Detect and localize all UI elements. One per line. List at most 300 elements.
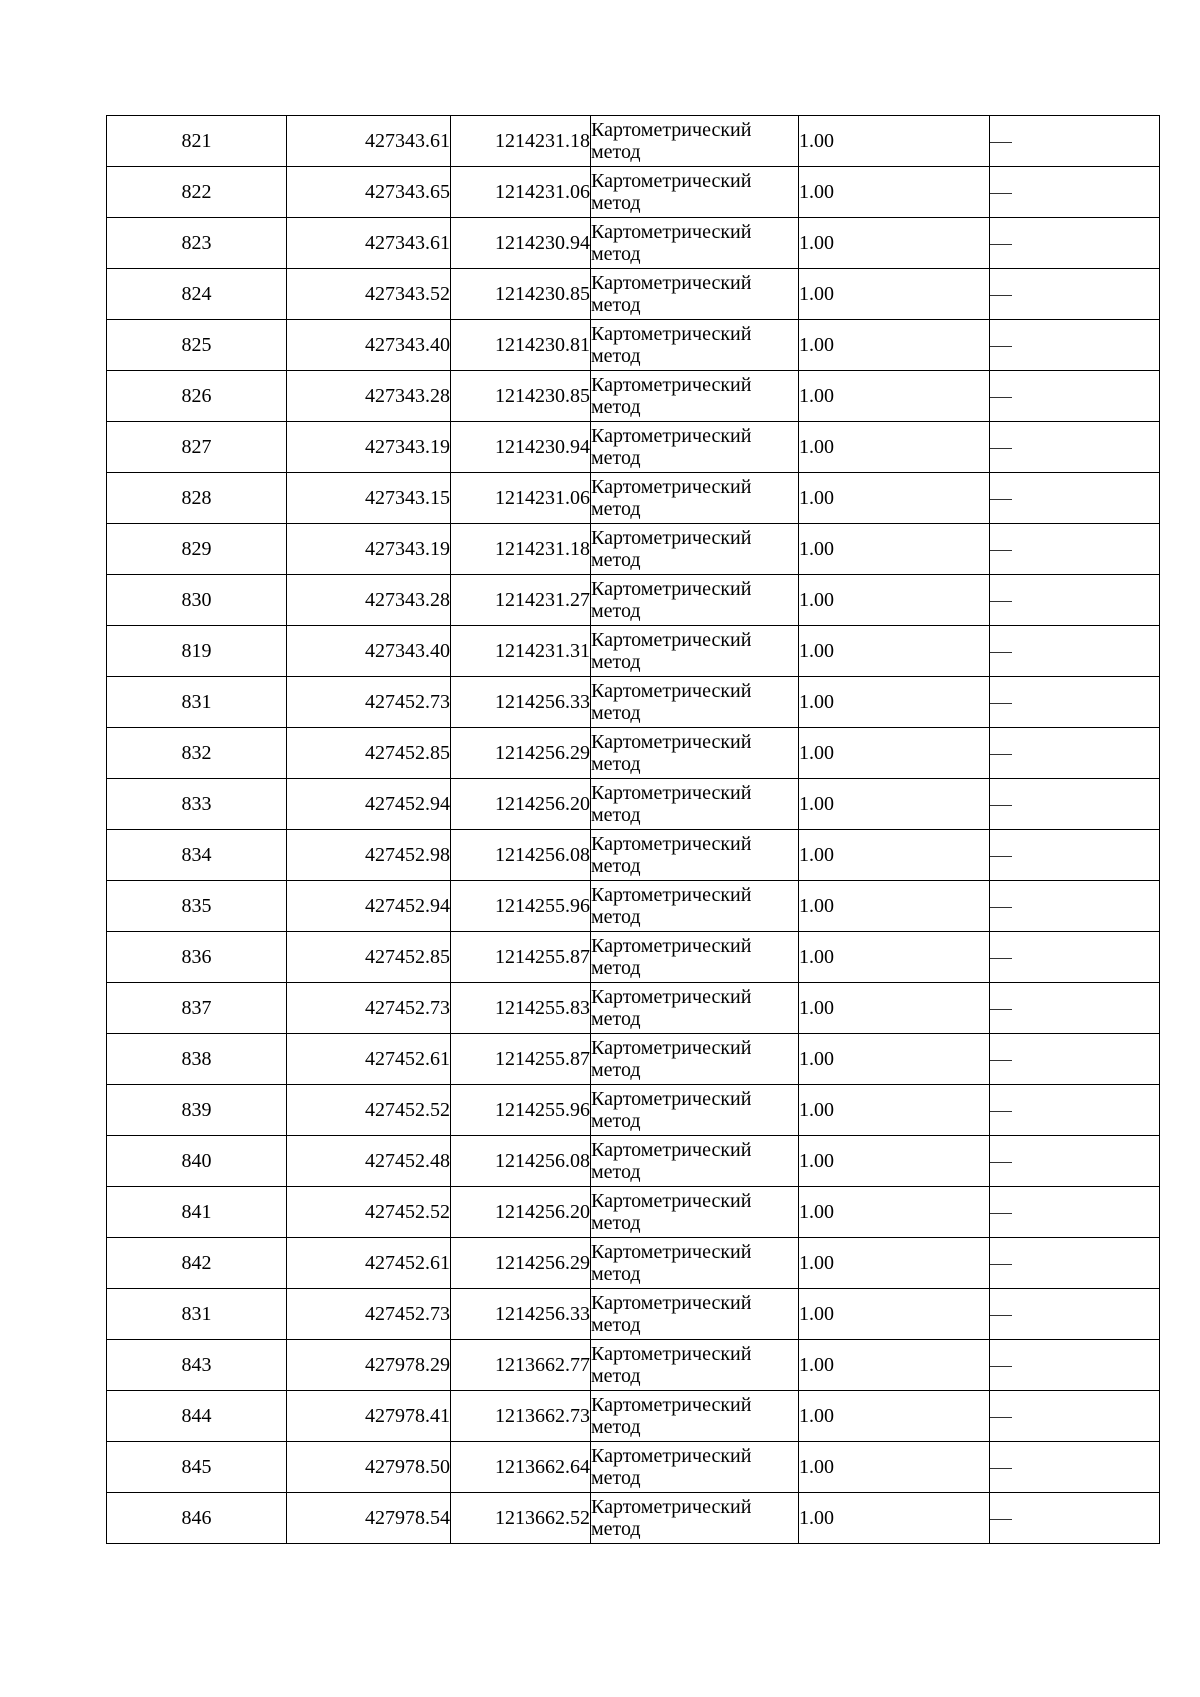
dash-mark [990,754,1012,755]
method-cell [591,1085,799,1136]
accuracy-value: 1.00 [799,1456,834,1478]
y-coordinate-cell [451,626,591,677]
x-coordinate: 427452.48 [365,1150,450,1172]
method-text: Картометрический метод [591,1445,752,1489]
description-value [1012,1201,1013,1202]
x-coordinate: 427343.19 [365,436,450,458]
x-coordinate-cell [287,1187,451,1238]
accuracy-cell [799,1238,990,1289]
accuracy-cell [799,575,990,626]
point-number: 835 [181,895,212,917]
point-number-cell [107,1136,287,1187]
y-coordinate-cell [451,473,591,524]
y-coordinate-cell [451,320,591,371]
description-value [1012,283,1013,284]
method-cell [591,983,799,1034]
table-row [107,575,1160,626]
point-number-cell [107,218,287,269]
point-number-cell [107,1289,287,1340]
x-coordinate-cell [287,1034,451,1085]
x-coordinate: 427978.29 [365,1354,450,1376]
x-coordinate: 427343.52 [365,283,450,305]
accuracy-value: 1.00 [799,1048,834,1070]
method-text: Картометрический метод [591,1496,752,1540]
description-value [1012,1303,1013,1304]
y-coordinate-cell [451,1391,591,1442]
method-text: Картометрический метод [591,323,752,367]
description-cell [990,473,1160,524]
point-number: 832 [181,742,212,764]
y-coordinate-cell [451,983,591,1034]
table-row [107,626,1160,677]
table-row [107,881,1160,932]
y-coordinate: 1214255.87 [495,946,590,968]
point-number: 821 [181,130,212,152]
accuracy-value: 1.00 [799,385,834,407]
method-cell [591,473,799,524]
accuracy-cell [799,473,990,524]
description-cell [990,1136,1160,1187]
x-coordinate: 427452.73 [365,997,450,1019]
y-coordinate-cell [451,1340,591,1391]
description-value [1012,793,1013,794]
x-coordinate-cell [287,575,451,626]
x-coordinate-cell [287,1289,451,1340]
method-text: Картометрический метод [591,935,752,979]
x-coordinate: 427978.41 [365,1405,450,1427]
point-number: 839 [181,1099,212,1121]
accuracy-value: 1.00 [799,1405,834,1427]
method-text: Картометрический метод [591,272,752,316]
dash-mark [990,1366,1012,1367]
accuracy-cell [799,269,990,320]
description-cell [990,422,1160,473]
description-value [1012,1507,1013,1508]
table-row [107,1085,1160,1136]
y-coordinate-cell [451,728,591,779]
dash-mark [990,550,1012,551]
y-coordinate-cell [451,422,591,473]
accuracy-cell [799,626,990,677]
method-cell [591,1289,799,1340]
accuracy-value: 1.00 [799,1099,834,1121]
table-row [107,167,1160,218]
description-cell [990,116,1160,167]
x-coordinate: 427343.65 [365,181,450,203]
y-coordinate-cell [451,830,591,881]
y-coordinate: 1214255.96 [495,895,590,917]
y-coordinate: 1214231.06 [495,487,590,509]
x-coordinate: 427343.61 [365,130,450,152]
method-text: Картометрический метод [591,374,752,418]
point-number: 846 [181,1507,212,1529]
point-number-cell [107,167,287,218]
y-coordinate: 1214256.29 [495,1252,590,1274]
description-cell [990,1034,1160,1085]
dash-mark [990,1111,1012,1112]
point-number: 842 [181,1252,212,1274]
x-coordinate-cell [287,728,451,779]
accuracy-value: 1.00 [799,946,834,968]
method-cell [591,524,799,575]
description-value [1012,742,1013,743]
accuracy-cell [799,677,990,728]
x-coordinate-cell [287,218,451,269]
dash-mark [990,244,1012,245]
x-coordinate-cell [287,269,451,320]
point-number: 840 [181,1150,212,1172]
method-cell [591,830,799,881]
description-cell [990,983,1160,1034]
point-number-cell [107,932,287,983]
point-number: 822 [181,181,212,203]
description-cell [990,1493,1160,1544]
coordinates-table-body [107,116,1160,1544]
description-cell [990,1238,1160,1289]
y-coordinate-cell [451,677,591,728]
accuracy-value: 1.00 [799,487,834,509]
y-coordinate: 1213662.77 [495,1354,590,1376]
method-text: Картометрический метод [591,1037,752,1081]
description-value [1012,334,1013,335]
dash-mark [990,1468,1012,1469]
x-coordinate-cell [287,626,451,677]
description-value [1012,997,1013,998]
y-coordinate: 1214231.06 [495,181,590,203]
x-coordinate: 427452.94 [365,793,450,815]
y-coordinate: 1214256.33 [495,1303,590,1325]
dash-mark [990,652,1012,653]
y-coordinate-cell [451,881,591,932]
table-row [107,422,1160,473]
accuracy-cell [799,524,990,575]
dash-mark [990,703,1012,704]
table-row [107,1238,1160,1289]
method-text: Картометрический метод [591,884,752,928]
accuracy-value: 1.00 [799,334,834,356]
dash-mark [990,805,1012,806]
y-coordinate-cell [451,575,591,626]
method-cell [591,1136,799,1187]
dash-mark [990,193,1012,194]
table-row [107,320,1160,371]
accuracy-cell [799,1136,990,1187]
method-text: Картометрический метод [591,731,752,775]
point-number-cell [107,881,287,932]
y-coordinate-cell [451,1034,591,1085]
x-coordinate: 427978.54 [365,1507,450,1529]
method-cell [591,371,799,422]
description-cell [990,524,1160,575]
point-number-cell [107,1085,287,1136]
point-number: 843 [181,1354,212,1376]
dash-mark [990,856,1012,857]
method-text: Картометрический метод [591,1292,752,1336]
point-number-cell [107,779,287,830]
accuracy-cell [799,1034,990,1085]
method-cell [591,320,799,371]
point-number-cell [107,1187,287,1238]
method-text: Картометрический метод [591,170,752,214]
y-coordinate-cell [451,1442,591,1493]
x-coordinate-cell [287,1340,451,1391]
method-text: Картометрический метод [591,1394,752,1438]
point-number-cell [107,626,287,677]
table-row [107,932,1160,983]
description-cell [990,677,1160,728]
y-coordinate: 1214230.94 [495,232,590,254]
x-coordinate-cell [287,779,451,830]
x-coordinate-cell [287,371,451,422]
description-value [1012,1354,1013,1355]
method-text: Картометрический метод [591,1139,752,1183]
point-number: 845 [181,1456,212,1478]
description-value [1012,895,1013,896]
method-text: Картометрический метод [591,833,752,877]
accuracy-value: 1.00 [799,589,834,611]
y-coordinate: 1214230.85 [495,385,590,407]
x-coordinate-cell [287,116,451,167]
table-row [107,116,1160,167]
table-row [107,1391,1160,1442]
method-cell [591,218,799,269]
point-number: 841 [181,1201,212,1223]
description-value [1012,181,1013,182]
y-coordinate-cell [451,779,591,830]
accuracy-cell [799,1289,990,1340]
accuracy-cell [799,1493,990,1544]
description-cell [990,1187,1160,1238]
accuracy-value: 1.00 [799,1354,834,1376]
coordinates-table [106,115,1160,1544]
method-cell [591,1340,799,1391]
accuracy-value: 1.00 [799,181,834,203]
accuracy-cell [799,371,990,422]
y-coordinate-cell [451,524,591,575]
accuracy-value: 1.00 [799,538,834,560]
dash-mark [990,448,1012,449]
description-value [1012,1456,1013,1457]
method-cell [591,116,799,167]
point-number: 836 [181,946,212,968]
point-number-cell [107,371,287,422]
dash-mark [990,397,1012,398]
accuracy-cell [799,422,990,473]
y-coordinate: 1213662.52 [495,1507,590,1529]
method-text: Картометрический метод [591,578,752,622]
y-coordinate: 1214256.33 [495,691,590,713]
accuracy-value: 1.00 [799,691,834,713]
x-coordinate: 427452.73 [365,691,450,713]
table-row [107,1034,1160,1085]
x-coordinate-cell [287,1493,451,1544]
table-row [107,1187,1160,1238]
y-coordinate-cell [451,1289,591,1340]
accuracy-value: 1.00 [799,1303,834,1325]
accuracy-value: 1.00 [799,640,834,662]
table-row [107,1289,1160,1340]
table-row [107,728,1160,779]
table-row [107,779,1160,830]
x-coordinate: 427452.94 [365,895,450,917]
method-cell [591,269,799,320]
method-cell [591,932,799,983]
method-text: Картометрический метод [591,476,752,520]
x-coordinate-cell [287,473,451,524]
x-coordinate: 427452.52 [365,1099,450,1121]
accuracy-cell [799,116,990,167]
table-row [107,1493,1160,1544]
method-cell [591,575,799,626]
description-value [1012,130,1013,131]
description-cell [990,1085,1160,1136]
point-number: 831 [181,1303,212,1325]
y-coordinate: 1214255.96 [495,1099,590,1121]
y-coordinate: 1214231.18 [495,130,590,152]
accuracy-cell [799,167,990,218]
x-coordinate-cell [287,983,451,1034]
point-number-cell [107,422,287,473]
y-coordinate-cell [451,269,591,320]
method-text: Картометрический метод [591,527,752,571]
point-number: 829 [181,538,212,560]
accuracy-value: 1.00 [799,742,834,764]
table-row [107,830,1160,881]
method-cell [591,881,799,932]
description-value [1012,640,1013,641]
point-number-cell [107,524,287,575]
accuracy-cell [799,1340,990,1391]
description-value [1012,385,1013,386]
description-value [1012,538,1013,539]
y-coordinate: 1214255.83 [495,997,590,1019]
accuracy-value: 1.00 [799,793,834,815]
accuracy-value: 1.00 [799,283,834,305]
dash-mark [990,601,1012,602]
y-coordinate: 1214256.08 [495,1150,590,1172]
accuracy-value: 1.00 [799,1201,834,1223]
point-number-cell [107,1391,287,1442]
table-row [107,1136,1160,1187]
table-row [107,524,1160,575]
x-coordinate-cell [287,524,451,575]
point-number: 833 [181,793,212,815]
description-value [1012,1252,1013,1253]
point-number-cell [107,677,287,728]
x-coordinate-cell [287,932,451,983]
description-value [1012,1048,1013,1049]
point-number: 825 [181,334,212,356]
y-coordinate-cell [451,932,591,983]
y-coordinate-cell [451,218,591,269]
y-coordinate: 1214256.20 [495,793,590,815]
accuracy-cell [799,320,990,371]
x-coordinate-cell [287,422,451,473]
x-coordinate: 427452.85 [365,742,450,764]
point-number: 837 [181,997,212,1019]
point-number-cell [107,728,287,779]
dash-mark [990,958,1012,959]
point-number: 826 [181,385,212,407]
point-number: 838 [181,1048,212,1070]
description-value [1012,232,1013,233]
y-coordinate: 1214256.29 [495,742,590,764]
y-coordinate: 1214230.85 [495,283,590,305]
x-coordinate-cell [287,881,451,932]
dash-mark [990,1315,1012,1316]
description-value [1012,1150,1013,1151]
method-cell [591,1034,799,1085]
accuracy-cell [799,830,990,881]
description-cell [990,269,1160,320]
accuracy-value: 1.00 [799,436,834,458]
x-coordinate-cell [287,830,451,881]
point-number: 827 [181,436,212,458]
x-coordinate: 427452.61 [365,1048,450,1070]
x-coordinate: 427343.28 [365,385,450,407]
description-cell [990,1442,1160,1493]
x-coordinate: 427452.61 [365,1252,450,1274]
description-cell [990,830,1160,881]
method-text: Картометрический метод [591,629,752,673]
x-coordinate: 427343.40 [365,640,450,662]
point-number-cell [107,269,287,320]
dash-mark [990,1519,1012,1520]
x-coordinate-cell [287,320,451,371]
dash-mark [990,1060,1012,1061]
point-number-cell [107,1034,287,1085]
description-cell [990,932,1160,983]
description-cell [990,728,1160,779]
x-coordinate: 427343.61 [365,232,450,254]
accuracy-value: 1.00 [799,895,834,917]
point-number: 831 [181,691,212,713]
method-cell [591,1493,799,1544]
x-coordinate: 427343.28 [365,589,450,611]
point-number: 834 [181,844,212,866]
description-value [1012,487,1013,488]
x-coordinate: 427343.15 [365,487,450,509]
y-coordinate: 1214256.20 [495,1201,590,1223]
description-cell [990,371,1160,422]
method-cell [591,167,799,218]
y-coordinate-cell [451,371,591,422]
description-cell [990,779,1160,830]
point-number-cell [107,473,287,524]
dash-mark [990,499,1012,500]
method-text: Картометрический метод [591,782,752,826]
accuracy-cell [799,1442,990,1493]
method-cell [591,1238,799,1289]
y-coordinate: 1214231.27 [495,589,590,611]
accuracy-value: 1.00 [799,1252,834,1274]
y-coordinate: 1214256.08 [495,844,590,866]
method-text: Картометрический метод [591,1190,752,1234]
method-text: Картометрический метод [591,425,752,469]
dash-mark [990,907,1012,908]
x-coordinate-cell [287,167,451,218]
point-number-cell [107,983,287,1034]
y-coordinate: 1214255.87 [495,1048,590,1070]
accuracy-cell [799,1187,990,1238]
y-coordinate: 1213662.64 [495,1456,590,1478]
point-number: 844 [181,1405,212,1427]
point-number: 830 [181,589,212,611]
y-coordinate: 1213662.73 [495,1405,590,1427]
accuracy-value: 1.00 [799,844,834,866]
table-row [107,371,1160,422]
dash-mark [990,1213,1012,1214]
